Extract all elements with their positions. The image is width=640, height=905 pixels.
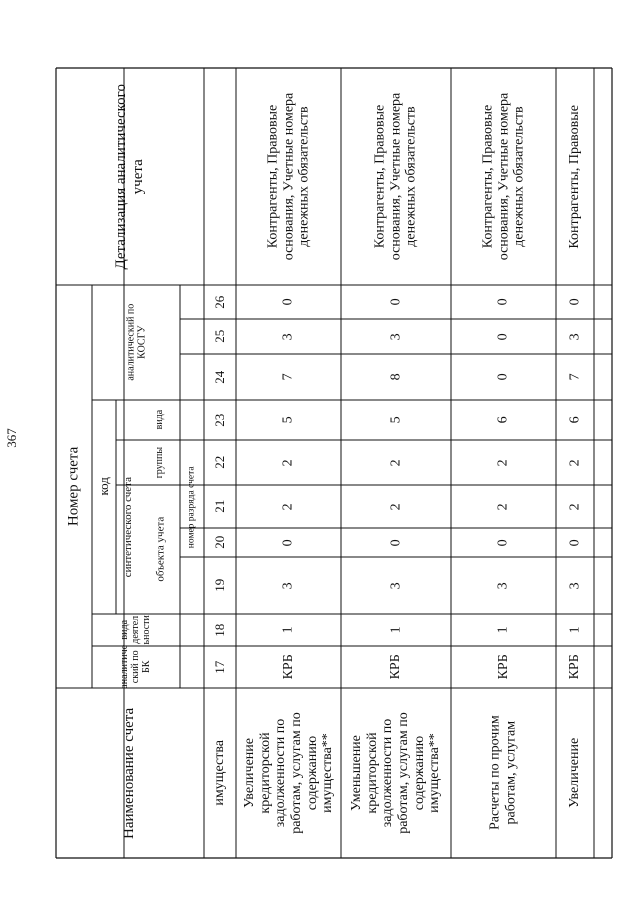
row-2-cell-25 xyxy=(341,319,451,354)
row-3-cell-26 xyxy=(451,285,556,319)
row-1-cell-25-text: 3 xyxy=(280,332,296,340)
row-4-cell-18 xyxy=(556,614,594,646)
row-1-detail-text: Контрагенты, Правовые основания, Учетные номера денежных обязательств xyxy=(264,92,312,261)
row-1-cell-20-text: 0 xyxy=(280,538,296,546)
row-1-cell-20 xyxy=(236,528,341,557)
row-2-cell-23-text: 5 xyxy=(388,416,404,424)
row-3-cell-22 xyxy=(451,440,556,485)
row-3-cell-22-text: 2 xyxy=(495,458,511,466)
row-4-cell-21-text: 2 xyxy=(567,502,583,510)
header-analytic-bk-text: аналитиче ский по БК xyxy=(119,645,153,689)
row-4-cell-17 xyxy=(556,646,594,688)
row-1-cell-17 xyxy=(236,646,341,688)
row-1-cell-26-text: 0 xyxy=(280,298,296,306)
digit-header-22 xyxy=(204,440,236,485)
row-2-cell-22-text: 2 xyxy=(388,458,404,466)
row-2-cell-24 xyxy=(341,354,451,400)
row-2-name-text: Уменьшение кредиторской задолженности по работам, услугам по содержанию имущества** xyxy=(348,712,443,834)
header-code-text: код xyxy=(95,477,111,496)
header-activity-type-text: вида деятел ьности xyxy=(119,615,153,645)
header-types-text: вида xyxy=(154,410,166,430)
row-1-cell-24-text: 7 xyxy=(280,373,296,381)
row-3-cell-21 xyxy=(451,485,556,528)
row-3-cell-26-text: 0 xyxy=(495,298,511,306)
row-3-cell-19 xyxy=(451,557,556,614)
row-2-detail-text: Контрагенты, Правовые основания, Учетные номера денежных обязательств xyxy=(372,92,419,261)
row-1-cell-17-text: КРБ xyxy=(280,654,296,680)
row-3-cell-18-text: 1 xyxy=(495,626,511,634)
row-2-cell-21-text: 2 xyxy=(388,502,404,510)
header-groups xyxy=(140,440,180,485)
row-3-cell-18 xyxy=(451,614,556,646)
row-2-cell-18 xyxy=(341,614,451,646)
row-1-cell-22 xyxy=(236,440,341,485)
row-4-cell-25-text: 3 xyxy=(567,332,583,340)
row-1-cell-19 xyxy=(236,557,341,614)
row-3-cell-24 xyxy=(451,354,556,400)
row-1-name xyxy=(236,688,341,858)
header-account-name-text: Наименование счета xyxy=(121,707,138,839)
digit-header-20-text: 20 xyxy=(211,535,227,549)
row-1-cell-19-text: 3 xyxy=(280,581,296,589)
accounts-table xyxy=(56,68,612,858)
row-4-name xyxy=(556,688,594,858)
header-synthetic xyxy=(116,440,140,614)
row-3-cell-17 xyxy=(451,646,556,688)
row-4-cell-19 xyxy=(556,557,594,614)
row-2-name xyxy=(341,688,451,858)
row-4-cell-20 xyxy=(556,528,594,557)
header-account-name xyxy=(56,688,204,858)
digit-header-25-text: 25 xyxy=(211,329,227,343)
header-analytic-bk xyxy=(92,646,180,688)
row-3-cell-17-text: КРБ xyxy=(495,654,511,680)
digit-header-26-text: 26 xyxy=(211,295,227,309)
digit-header-23 xyxy=(204,400,236,440)
row-3-name-text: Расчеты по прочим работам, услугам xyxy=(487,715,519,831)
row-2-cell-20-text: 0 xyxy=(388,538,404,546)
header-types xyxy=(140,400,180,440)
row-3-cell-25-text: 0 xyxy=(495,332,511,340)
row-4-cell-23-text: 6 xyxy=(567,416,583,424)
row-4-cell-18-text: 1 xyxy=(567,626,583,634)
header-detail-text: Детализация аналитического учета xyxy=(113,83,147,270)
row-2-cell-21 xyxy=(341,485,451,528)
row-2-cell-17 xyxy=(341,646,451,688)
header-groups-text: группы xyxy=(154,446,166,479)
row-4-cell-25 xyxy=(556,319,594,354)
row-2-cell-17-text: КРБ xyxy=(388,654,404,680)
row-4-cell-23 xyxy=(556,400,594,440)
row-1-cell-18-text: 1 xyxy=(280,626,296,634)
row-2-cell-26 xyxy=(341,285,451,319)
row-4-cell-17-text: КРБ xyxy=(567,654,583,680)
header-account-number-text: Номер счета xyxy=(65,446,82,527)
digit-header-25 xyxy=(204,319,236,354)
row-2-cell-25-text: 3 xyxy=(388,332,404,340)
header-digit-number xyxy=(180,400,204,614)
row-1-cell-21 xyxy=(236,485,341,528)
digit-header-23-text: 23 xyxy=(211,413,227,427)
row-3-cell-20 xyxy=(451,528,556,557)
row-4-cell-21 xyxy=(556,485,594,528)
row-3-cell-24-text: 0 xyxy=(495,373,511,381)
digit-header-19-text: 19 xyxy=(211,578,227,592)
row-4-cell-22-text: 2 xyxy=(567,458,583,466)
row-1-cell-26 xyxy=(236,285,341,319)
row-3-detail xyxy=(451,68,556,285)
digit-header-20 xyxy=(204,528,236,557)
row-1-cell-22-text: 2 xyxy=(280,458,296,466)
digit-header-21-text: 21 xyxy=(211,499,227,513)
row-4-cell-20-text: 0 xyxy=(567,538,583,546)
row-0-name-text: имущества xyxy=(212,740,228,806)
row-4-cell-22 xyxy=(556,440,594,485)
digit-header-19 xyxy=(204,557,236,614)
row-2-cell-24-text: 8 xyxy=(388,373,404,381)
row-1-cell-24 xyxy=(236,354,341,400)
row-3-name xyxy=(451,688,556,858)
digit-header-17-text: 17 xyxy=(211,660,227,674)
row-1-cell-21-text: 2 xyxy=(280,502,296,510)
digit-header-18 xyxy=(204,614,236,646)
row-2-cell-26-text: 0 xyxy=(388,298,404,306)
row-1-name-text: Увеличение кредиторской задолженности по работам, услугам по содержанию имущества** xyxy=(241,712,335,834)
header-kosgu xyxy=(92,285,180,400)
row-3-cell-20-text: 0 xyxy=(495,538,511,546)
header-synthetic-text: синтетического счета xyxy=(121,476,134,578)
row-2-cell-20 xyxy=(341,528,451,557)
row-3-cell-19-text: 3 xyxy=(495,581,511,589)
row-1-detail xyxy=(236,68,341,285)
header-object xyxy=(140,485,180,614)
row-0-name xyxy=(204,688,236,858)
row-4-cell-24-text: 7 xyxy=(567,373,583,381)
digit-header-24 xyxy=(204,354,236,400)
row-3-cell-23 xyxy=(451,400,556,440)
header-object-text: объекта учета xyxy=(153,517,166,582)
row-1-cell-25 xyxy=(236,319,341,354)
row-1-cell-23-text: 5 xyxy=(280,416,296,424)
header-digit-number-text: номер разряда счета xyxy=(186,466,197,548)
row-2-cell-19 xyxy=(341,557,451,614)
row-3-cell-21-text: 2 xyxy=(495,502,511,510)
digit-header-22-text: 22 xyxy=(211,455,227,469)
row-2-cell-18-text: 1 xyxy=(388,626,404,634)
row-2-cell-23 xyxy=(341,400,451,440)
row-2-detail xyxy=(341,68,451,285)
row-4-detail-text: Контрагенты, Правовые xyxy=(567,104,583,249)
header-activity-type xyxy=(92,614,180,646)
page-number: 367 xyxy=(4,428,19,448)
digit-header-21 xyxy=(204,485,236,528)
row-4-cell-24 xyxy=(556,354,594,400)
row-4-cell-26 xyxy=(556,285,594,319)
row-4-cell-19-text: 3 xyxy=(567,581,583,589)
row-2-cell-19-text: 3 xyxy=(388,581,404,589)
header-account-number xyxy=(56,285,92,688)
row-3-detail-text: Контрагенты, Правовые основания, Учетные номера денежных обязательств xyxy=(479,92,527,261)
digit-header-18-text: 18 xyxy=(211,623,227,637)
row-2-cell-22 xyxy=(341,440,451,485)
row-4-detail xyxy=(556,68,594,285)
digit-header-17 xyxy=(204,646,236,688)
digit-header-26 xyxy=(204,285,236,319)
row-1-cell-18 xyxy=(236,614,341,646)
row-3-cell-25 xyxy=(451,319,556,354)
header-kosgu-text: аналитический по КОСГУ xyxy=(124,304,147,381)
row-1-cell-23 xyxy=(236,400,341,440)
header-detail xyxy=(56,68,204,285)
row-3-cell-23-text: 6 xyxy=(495,416,511,424)
row-4-cell-26-text: 0 xyxy=(567,298,583,306)
digit-header-24-text: 24 xyxy=(211,370,227,384)
row-4-name-text: Увеличение xyxy=(567,737,583,808)
